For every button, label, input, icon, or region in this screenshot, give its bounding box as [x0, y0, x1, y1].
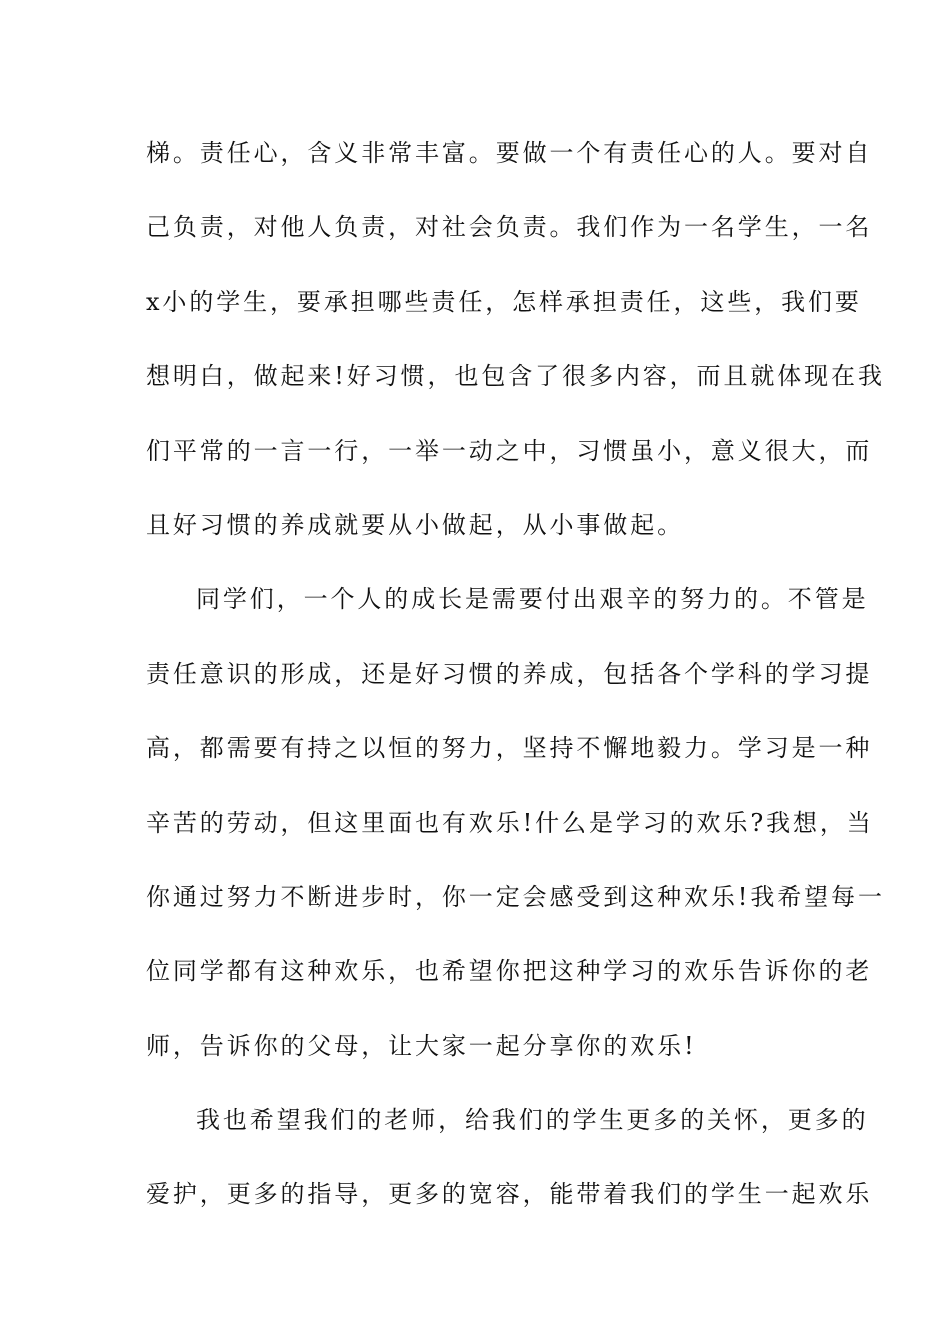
paragraph-start-line: 同学们，一个人的成长是需要付出艰辛的努力的。不管是	[196, 585, 869, 614]
text-line: 己负责，对他人负责，对社会负责。我们作为一名学生，一名	[146, 213, 873, 242]
text-line: x小的学生，要承担哪些责任，怎样承担责任，这些，我们要	[146, 287, 862, 316]
text-line: 你通过努力不断进步时，你一定会感受到这种欢乐!我希望每一	[146, 882, 885, 911]
paragraph-start-line: 我也希望我们的老师，给我们的学生更多的关怀，更多的	[196, 1106, 869, 1135]
text-line: 爱护，更多的指导，更多的宽容，能带着我们的学生一起欢乐	[146, 1180, 873, 1209]
text-line: 责任意识的形成，还是好习惯的养成，包括各个学科的学习提	[146, 659, 873, 688]
text-line: 辛苦的劳动，但这里面也有欢乐!什么是学习的欢乐?我想，当	[146, 808, 874, 837]
text-line: 高，都需要有持之以恒的努力，坚持不懈地毅力。学习是一种	[146, 734, 873, 763]
text-line: 想明白，做起来!好习惯，也包含了很多内容，而且就体现在我	[146, 362, 885, 391]
text-line: 师，告诉你的父母，让大家一起分享你的欢乐!	[146, 1031, 697, 1060]
text-line: 且好习惯的养成就要从小做起，从小事做起。	[146, 510, 684, 539]
text-line: 位同学都有这种欢乐，也希望你把这种学习的欢乐告诉你的老	[146, 957, 873, 986]
text-line: 梯。责任心，含义非常丰富。要做一个有责任心的人。要对自	[146, 139, 873, 167]
text-line: 们平常的一言一行，一举一动之中，习惯虽小，意义很大，而	[146, 436, 873, 465]
body-text	[146, 132, 885, 1248]
